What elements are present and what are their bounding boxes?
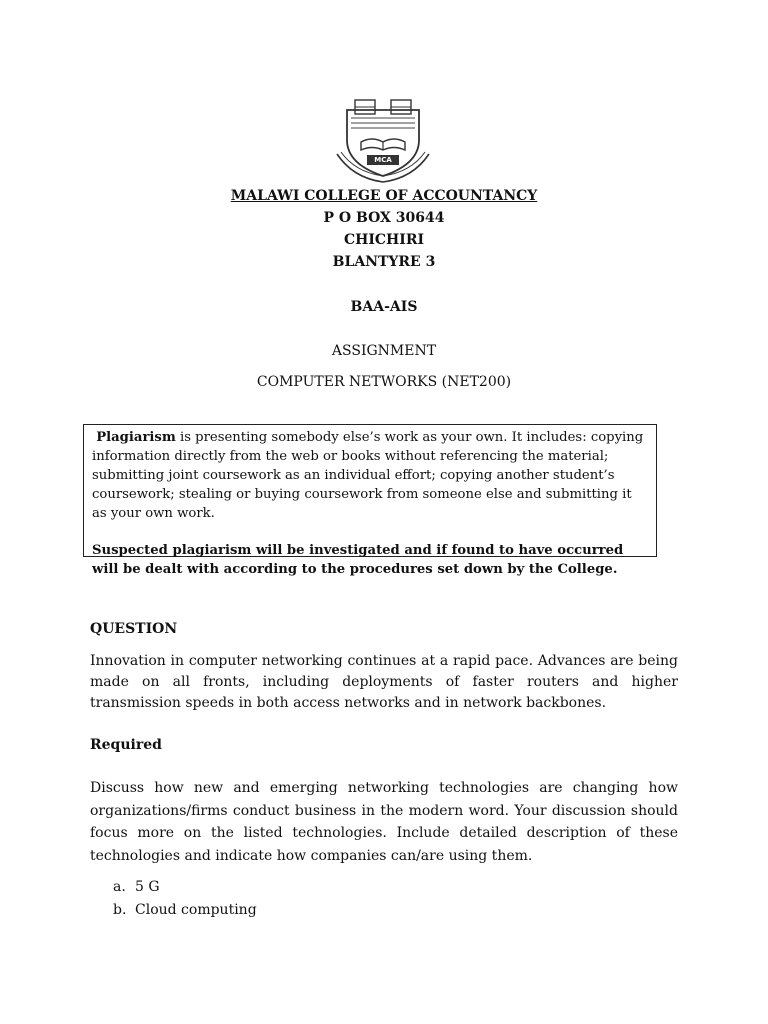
required-heading: Required bbox=[90, 737, 162, 753]
plagiarism-warning: Suspected plagiarism will be investigated and if found to have occurred will be dealt with according to the procedures set down by the College. bbox=[92, 543, 624, 577]
address-city: BLANTYRE 3 bbox=[332, 254, 436, 270]
list-item-label: Cloud computing bbox=[135, 902, 257, 918]
list-item bbox=[113, 901, 257, 919]
list-item-label: 5 G bbox=[135, 879, 160, 895]
question-body: Innovation in computer networking continues at a rapid pace. Advances are being made on all fronts, including deployments of faster routers and higher transmission speeds in both access networks and in network backbones. bbox=[90, 653, 678, 711]
document-type: ASSIGNMENT bbox=[331, 343, 437, 359]
plagiarism-term: Plagiarism bbox=[96, 430, 176, 445]
plagiarism-notice bbox=[83, 424, 657, 577]
logo-banner-text: MCA bbox=[374, 156, 392, 164]
plagiarism-definition-text: is presenting somebody else’s work as your own. It includes: copying information directly from the web or books without referencing the material; submitting joint coursework as an individual effort; copying another student’s coursework; stealing or buying coursework from someone else and submitting it as your own work. bbox=[92, 430, 644, 521]
list-marker: a. bbox=[113, 879, 126, 895]
question-heading: QUESTION bbox=[90, 621, 178, 637]
po-box: P O BOX 30644 bbox=[323, 210, 445, 226]
list-marker: b. bbox=[113, 902, 127, 918]
question-instructions: Discuss how new and emerging networking technologies are changing how organizations/firms conduct business in the modern word. Your discussion should focus more on the listed technologies. Include detailed description of these technologies and indicate how companies can/are using them. bbox=[90, 780, 678, 864]
course-title: COMPUTER NETWORKS (NET200) bbox=[256, 374, 512, 390]
list-item bbox=[113, 878, 160, 896]
address-area: CHICHIRI bbox=[343, 232, 425, 248]
programme-code: BAA-AIS bbox=[350, 299, 418, 315]
college-logo bbox=[333, 96, 433, 184]
crest-icon bbox=[333, 96, 433, 184]
plagiarism-definition bbox=[92, 428, 648, 523]
college-name: MALAWI COLLEGE OF ACCOUNTANCY bbox=[230, 188, 538, 204]
